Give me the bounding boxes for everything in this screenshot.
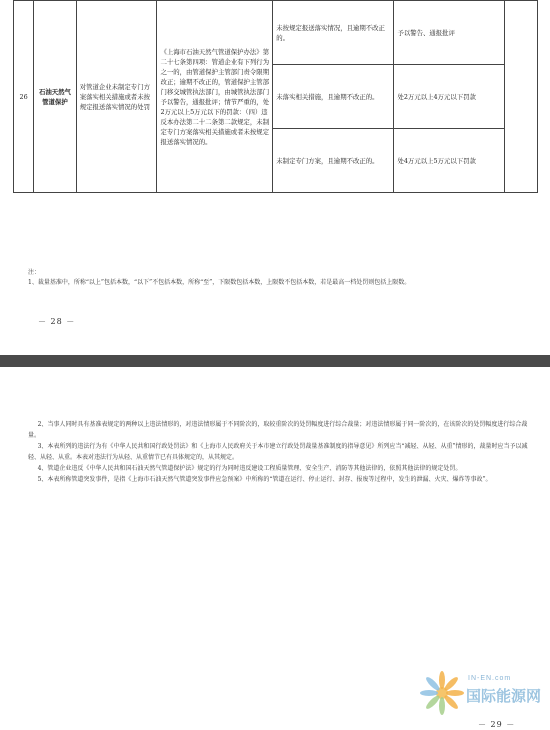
note-3: 3、本表所列的违法行为有《中华人民共和国行政处罚法》和《上海市人民政府关于本市建立行政处罚裁量基准制度的指导意见》所列应当“减轻、从轻、从重”情形的，裁量时应当予以减轻、从轻、从重。本表对违法行为从轻、从重情节已有具体规定的，从其规定。 [28,443,528,461]
legal-basis: 《上海市石油天然气管道保护办法》第二十七条第四项：管道企业有下列行为之一的，由管道保护主管部门责令限期改正；逾期不改正的，管道保护主管部门移交城管执法部门，由城管执法部门予以警告，通报批评；情节严重的，处2万元以上5万元以下的罚款：（四）违反本办法第二十二条第二款规定，未制定专门方案落实相关措施或者未按规定报送落实情况的。 [157,1,273,193]
page-number: － 28 － [38,317,76,326]
empty-cell [504,1,537,193]
note-1: 1、裁量基准中，所称“以上”包括本数，“以下”不包括本数，所称“至”，下限数包括本数，上限数不包括本数，若是最高一档处罚则包括上限数。 [28,279,411,286]
watermark-logo [418,669,548,717]
note-title: 注： [28,269,41,276]
logo-name-text: 国际能源网 [466,688,542,705]
penalty-table [13,0,538,193]
note-4: 4、管道企业违反《中华人民共和国石油天然气管道保护法》规定的行为同时违反建设工程质量管理、安全生产、消防等其他法律的，依照其他法律的规定处罚。 [37,465,462,472]
situation-1: 未按规定报送落实情况，且逾期不改正的。 [273,1,394,65]
standard-3: 处4万元以上5万元以下罚款 [394,129,505,193]
note-2: 2、当事人同时具有基准表规定的两种以上违法情形的，对违法情形属于不同阶次的，取较重阶次的处罚幅度进行综合裁量；对违法情形属于同一阶次的，在该阶次的处罚幅度进行综合裁量。 [28,421,528,439]
note-5: 5、本表所称管道突发事件，是指《上海市石油天然气管道突发事件应急预案》中所称的“管道在运行、停止运行、封存、报废等过程中，发生的泄漏、火灾、爆炸等事故”。 [37,476,492,483]
standard-2: 处2万元以上4万元以下罚款 [394,65,505,129]
notes-page-29 [28,419,528,485]
row-number: 26 [14,1,34,193]
situation-3: 未制定专门方案，且逾期不改正的。 [273,129,394,193]
page-number: － 29 － [478,720,516,729]
violation-action: 对管道企业未制定专门方案落实相关措施或者未按规定报送落实情况的处罚 [76,1,157,193]
notes-page-28 [28,268,528,288]
page-28 [0,0,550,355]
sun-logo-icon [418,669,466,717]
item-name: 石油天然气管道保护 [34,1,77,193]
situation-2: 未落实相关措施，且逾期不改正的。 [273,65,394,129]
page-29 [0,367,550,730]
page-separator [0,355,550,367]
standard-1: 予以警告、通报批评 [394,1,505,65]
logo-site-text: IN-EN.com [468,675,512,682]
